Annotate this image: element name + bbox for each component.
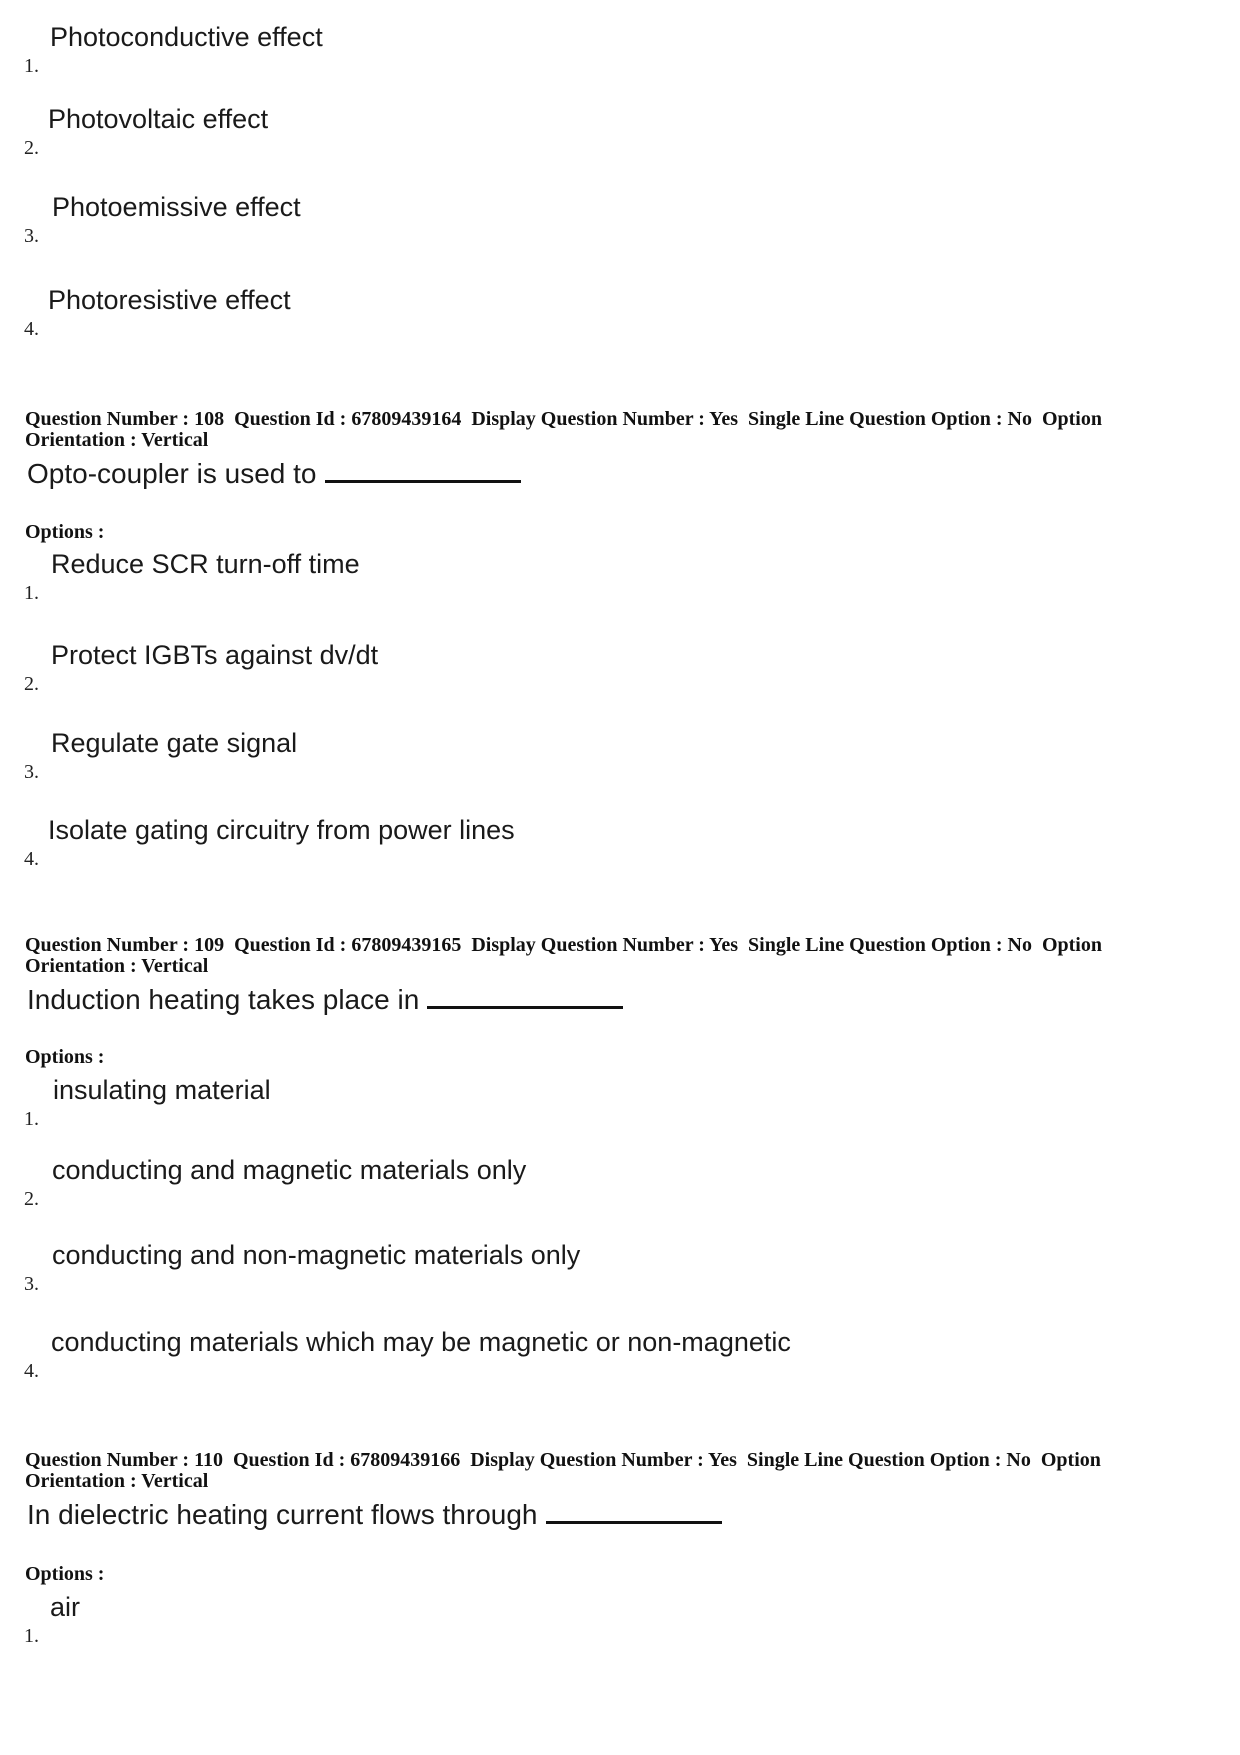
option-number: 2. <box>24 137 39 159</box>
question-meta <box>25 935 1175 977</box>
option-number: 3. <box>24 761 39 783</box>
option-item <box>24 192 1024 252</box>
option-number: 1. <box>24 1625 39 1647</box>
question-meta-line: Question Number : 110 Question Id : 67809439166 Display Question Number : Yes Single Line Question Option : No Option <box>25 1449 1101 1471</box>
answer-blank <box>325 479 521 483</box>
option-number: 4. <box>24 848 39 870</box>
option-number: 1. <box>24 55 39 77</box>
option-item <box>24 1155 1024 1215</box>
question-text-content: In dielectric heating current flows through <box>27 1499 538 1530</box>
question-text-content: Opto-coupler is used to <box>27 458 317 489</box>
option-number: 2. <box>24 673 39 695</box>
option-number: 1. <box>24 582 39 604</box>
option-item <box>24 285 1024 345</box>
options-label: Options : <box>25 1046 105 1068</box>
option-text: Regulate gate signal <box>51 728 298 758</box>
question-text <box>27 984 623 1016</box>
option-number: 3. <box>24 1273 39 1295</box>
option-number: 4. <box>24 318 39 340</box>
question-text-content: Induction heating takes place in <box>27 984 420 1015</box>
option-text: air <box>50 1592 81 1622</box>
answer-blank <box>546 1520 722 1524</box>
question-text <box>27 1499 722 1531</box>
answer-blank <box>427 1005 623 1009</box>
option-text: conducting and magnetic materials only <box>52 1155 527 1185</box>
option-item <box>24 640 1024 700</box>
option-number: 1. <box>24 1108 39 1130</box>
question-meta-line: Question Number : 109 Question Id : 67809439165 Display Question Number : Yes Single Line Question Option : No Option <box>25 934 1102 956</box>
option-item <box>24 104 1024 164</box>
option-text: insulating material <box>53 1075 271 1105</box>
option-item <box>24 1327 1024 1387</box>
option-text: conducting and non-magnetic materials only <box>52 1240 581 1270</box>
option-number: 3. <box>24 225 39 247</box>
option-item <box>24 549 1024 609</box>
question-text <box>27 458 521 490</box>
option-item <box>24 22 1024 82</box>
option-item <box>24 815 1024 875</box>
option-item <box>24 1075 1024 1135</box>
options-label: Options : <box>25 521 105 543</box>
option-text: Reduce SCR turn-off time <box>51 549 360 579</box>
option-item <box>24 728 1024 788</box>
option-item <box>24 1240 1024 1300</box>
option-text: conducting materials which may be magnetic or non-magnetic <box>51 1327 791 1357</box>
question-meta-line: Orientation : Vertical <box>25 429 209 451</box>
options-label: Options : <box>25 1563 105 1585</box>
option-text: Photoconductive effect <box>50 22 323 52</box>
option-text: Protect IGBTs against dv/dt <box>51 640 379 670</box>
option-number: 4. <box>24 1360 39 1382</box>
option-number: 2. <box>24 1188 39 1210</box>
option-text: Photovoltaic effect <box>48 104 269 134</box>
option-text: Isolate gating circuitry from power lines <box>48 815 515 845</box>
option-text: Photoemissive effect <box>52 192 301 222</box>
question-meta-line: Orientation : Vertical <box>25 955 209 977</box>
question-meta-line: Orientation : Vertical <box>25 1470 209 1492</box>
option-text: Photoresistive effect <box>48 285 291 315</box>
option-item <box>24 1592 1024 1652</box>
question-meta <box>25 409 1175 451</box>
question-meta <box>25 1450 1175 1492</box>
question-meta-line: Question Number : 108 Question Id : 67809439164 Display Question Number : Yes Single Line Question Option : No Option <box>25 408 1102 430</box>
